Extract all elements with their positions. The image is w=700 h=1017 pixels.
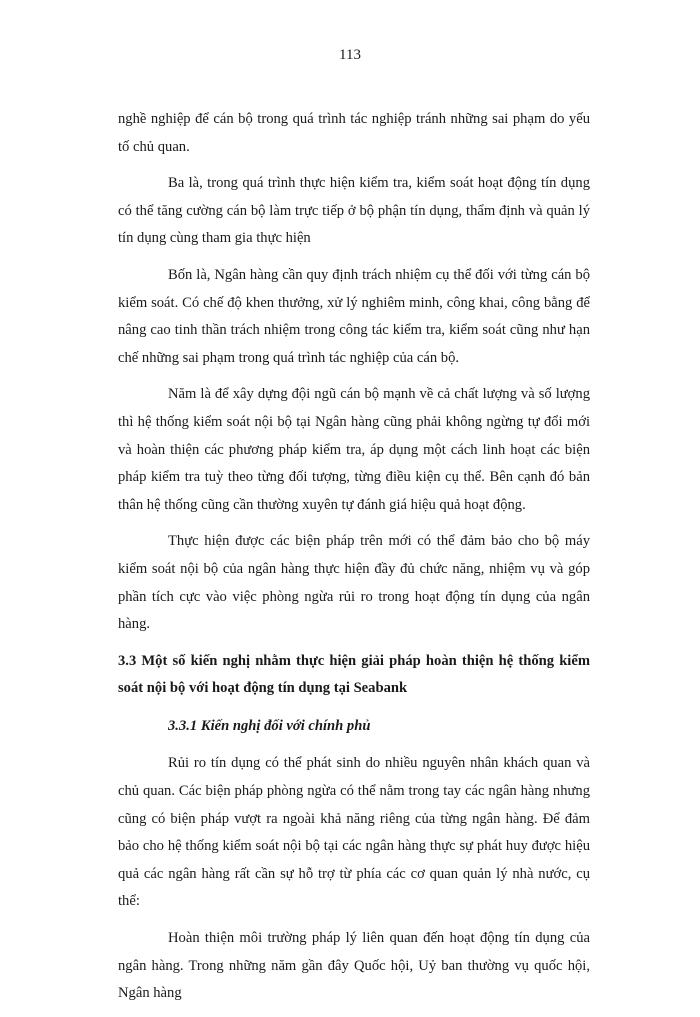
page-number: 113 (339, 47, 361, 63)
paragraph-legal-environment: Hoàn thiện môi trường pháp lý liên quan đến hoạt động tín dụng của ngân hàng. Trong những năm gần đây Quốc hội, Uỷ ban thường vụ quốc hội, Ngân hàng (118, 930, 590, 1002)
paragraph-bon-la: Bốn là, Ngân hàng cần quy định trách nhiệm cụ thể đối với từng cán bộ kiểm soát. Có chế độ khen thưởng, xử lý nghiêm minh, công khai, công bằng để nâng cao tinh thần trách nhiệm trong công tác kiểm tra, kiểm soát cũng như hạn chế những sai phạm trong quá trình tác nghiệp của cán bộ. (118, 266, 590, 366)
subsection-heading-3-3-1: 3.3.1 Kiến nghị đối với chính phủ (168, 717, 371, 734)
paragraph-ba-la: Ba là, trong quá trình thực hiện kiểm tra, kiểm soát hoạt động tín dụng có thể tăng cường cán bộ làm trực tiếp ở bộ phận tín dụng, thẩm định và quản lý tín dụng cùng tham gia thực hiện (118, 175, 590, 247)
paragraph-credit-risk: Rủi ro tín dụng có thể phát sinh do nhiều nguyên nhân khách quan và chủ quan. Các biện pháp phòng ngừa có thể nằm trong tay các ngân hàng nhưng cũng có biện pháp vượt ra ngoài khả năng riêng của từng ngân hàng. Để đảm bảo cho hệ thống kiểm soát nội bộ tại các ngân hàng thực sự phát huy được hiệu quả các ngân hàng rất cần sự hỗ trợ từ phía các cơ quan quản lý nhà nước, cụ thể: (118, 755, 590, 910)
paragraph-nam-la: Năm là để xây dựng đội ngũ cán bộ mạnh về cả chất lượng và số lượng thì hệ thống kiểm soát nội bộ tại Ngân hàng cũng phải không ngừng tự đổi mới và hoàn thiện các phương pháp kiểm tra, áp dụng một cách linh hoạt các biện pháp kiểm tra tuỳ theo từng đối tượng, từng điều kiện cụ thể. Bên cạnh đó bản thân hệ thống cũng cần thường xuyên tự đánh giá hiệu quả hoạt động. (118, 386, 590, 513)
section-heading-3-3: 3.3 Một số kiến nghị nhằm thực hiện giải pháp hoàn thiện hệ thống kiểm soát nội bộ với hoạt động tín dụng tại Seabank (118, 652, 590, 697)
paragraph-summary: Thực hiện được các biện pháp trên mới có thể đảm bảo cho bộ máy kiểm soát nội bộ của ngân hàng thực hiện đầy đủ chức năng, nhiệm vụ và góp phần tích cực vào việc phòng ngừa rủi ro trong hoạt động tín dụng của ngân hàng. (118, 533, 590, 633)
paragraph-continuation: nghề nghiệp để cán bộ trong quá trình tác nghiệp tránh những sai phạm do yếu tố chủ quan. (118, 111, 590, 155)
document-body (118, 106, 590, 1017)
